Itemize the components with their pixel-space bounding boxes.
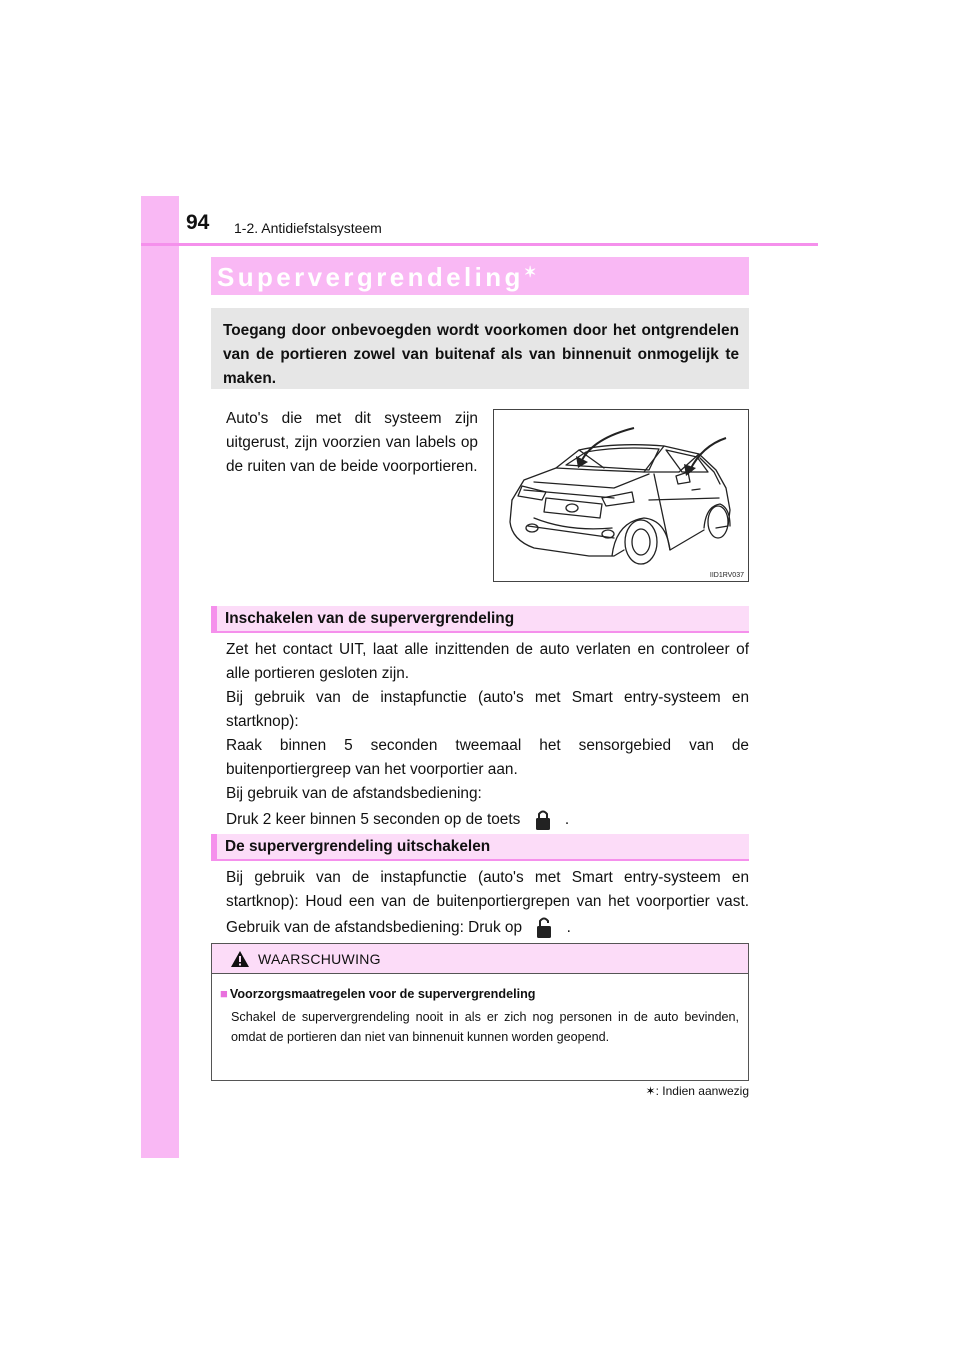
car-illustration-icon — [494, 410, 748, 581]
page-number: 94 — [186, 211, 210, 234]
enable-line-2: Raak binnen 5 seconden tweemaal het sensorgebied van de buitenportiergreep van het voorportier aan. — [226, 737, 749, 778]
page-title — [217, 262, 536, 292]
enable-paragraph-1: Zet het contact UIT, laat alle inzittenden de auto verlaten en controleer of alle portieren gesloten zijn. — [226, 641, 749, 682]
warning-title-text: Voorzorgsmaatregelen voor de supervergrendeling — [229, 987, 536, 1001]
enable-line-4-text: Druk 2 keer binnen 5 seconden op de toets — [226, 811, 521, 829]
header-rule — [141, 243, 818, 246]
warning-box — [211, 943, 749, 1081]
warning-bullet: ■ — [220, 986, 228, 1001]
footnote — [646, 1084, 749, 1098]
car-description: Auto's die met dit systeem zijn uitgerust, zijn voorzien van labels op de ruiten van de beide voorportieren. — [226, 410, 478, 475]
enable-line-1: Bij gebruik van de instapfunctie (auto's met Smart entry-systeem en startknop): — [226, 689, 749, 730]
car-image — [493, 409, 749, 582]
image-code: IID1RV037 — [709, 572, 744, 579]
warning-title — [220, 986, 535, 1001]
disable-paragraph-text: Bij gebruik van de instapfunctie (auto's met Smart entry-systeem en startknop): Houd een van de buitenportiergrepen van het voorportier vast. Gebruik van de afstandsbediening: Druk op — [226, 869, 749, 937]
footnote-star: ✶ — [645, 1084, 656, 1098]
warning-header — [212, 944, 748, 974]
enable-line-4-end: . — [564, 811, 570, 829]
page-title-text: Supervergrendeling — [217, 262, 524, 292]
section-heading-disable: De supervergrendeling uitschakelen — [211, 834, 749, 861]
enable-line-4 — [226, 806, 749, 834]
unlock-icon — [530, 914, 558, 942]
title-star: ✶ — [523, 264, 537, 281]
lock-icon — [529, 806, 557, 834]
enable-paragraph-2 — [226, 686, 749, 834]
side-tab — [141, 196, 179, 1158]
intro-box: Toegang door onbevoegden wordt voorkomen door het ontgrendelen van de portieren zowel van buitenaf als van binnenuit onmogelijk te maken. — [211, 308, 749, 389]
section-heading-enable: Inschakelen van de supervergrendeling — [211, 606, 749, 633]
disable-paragraph-end: . — [566, 919, 571, 937]
title-bar — [211, 257, 749, 295]
footnote-text: : Indien aanwezig — [655, 1084, 749, 1098]
disable-paragraph — [226, 866, 749, 942]
enable-line-3: Bij gebruik van de afstandsbediening: — [226, 785, 482, 802]
warning-triangle-icon — [230, 950, 250, 968]
warning-body: Schakel de supervergrendeling nooit in als er zich nog personen in de auto bevinden, omdat de portieren dan niet van binnenuit kunnen worden geopend. — [231, 1010, 739, 1044]
section-label: 1-2. Antidiefstalsysteem — [234, 220, 382, 236]
warning-label: WAARSCHUWING — [258, 950, 381, 967]
